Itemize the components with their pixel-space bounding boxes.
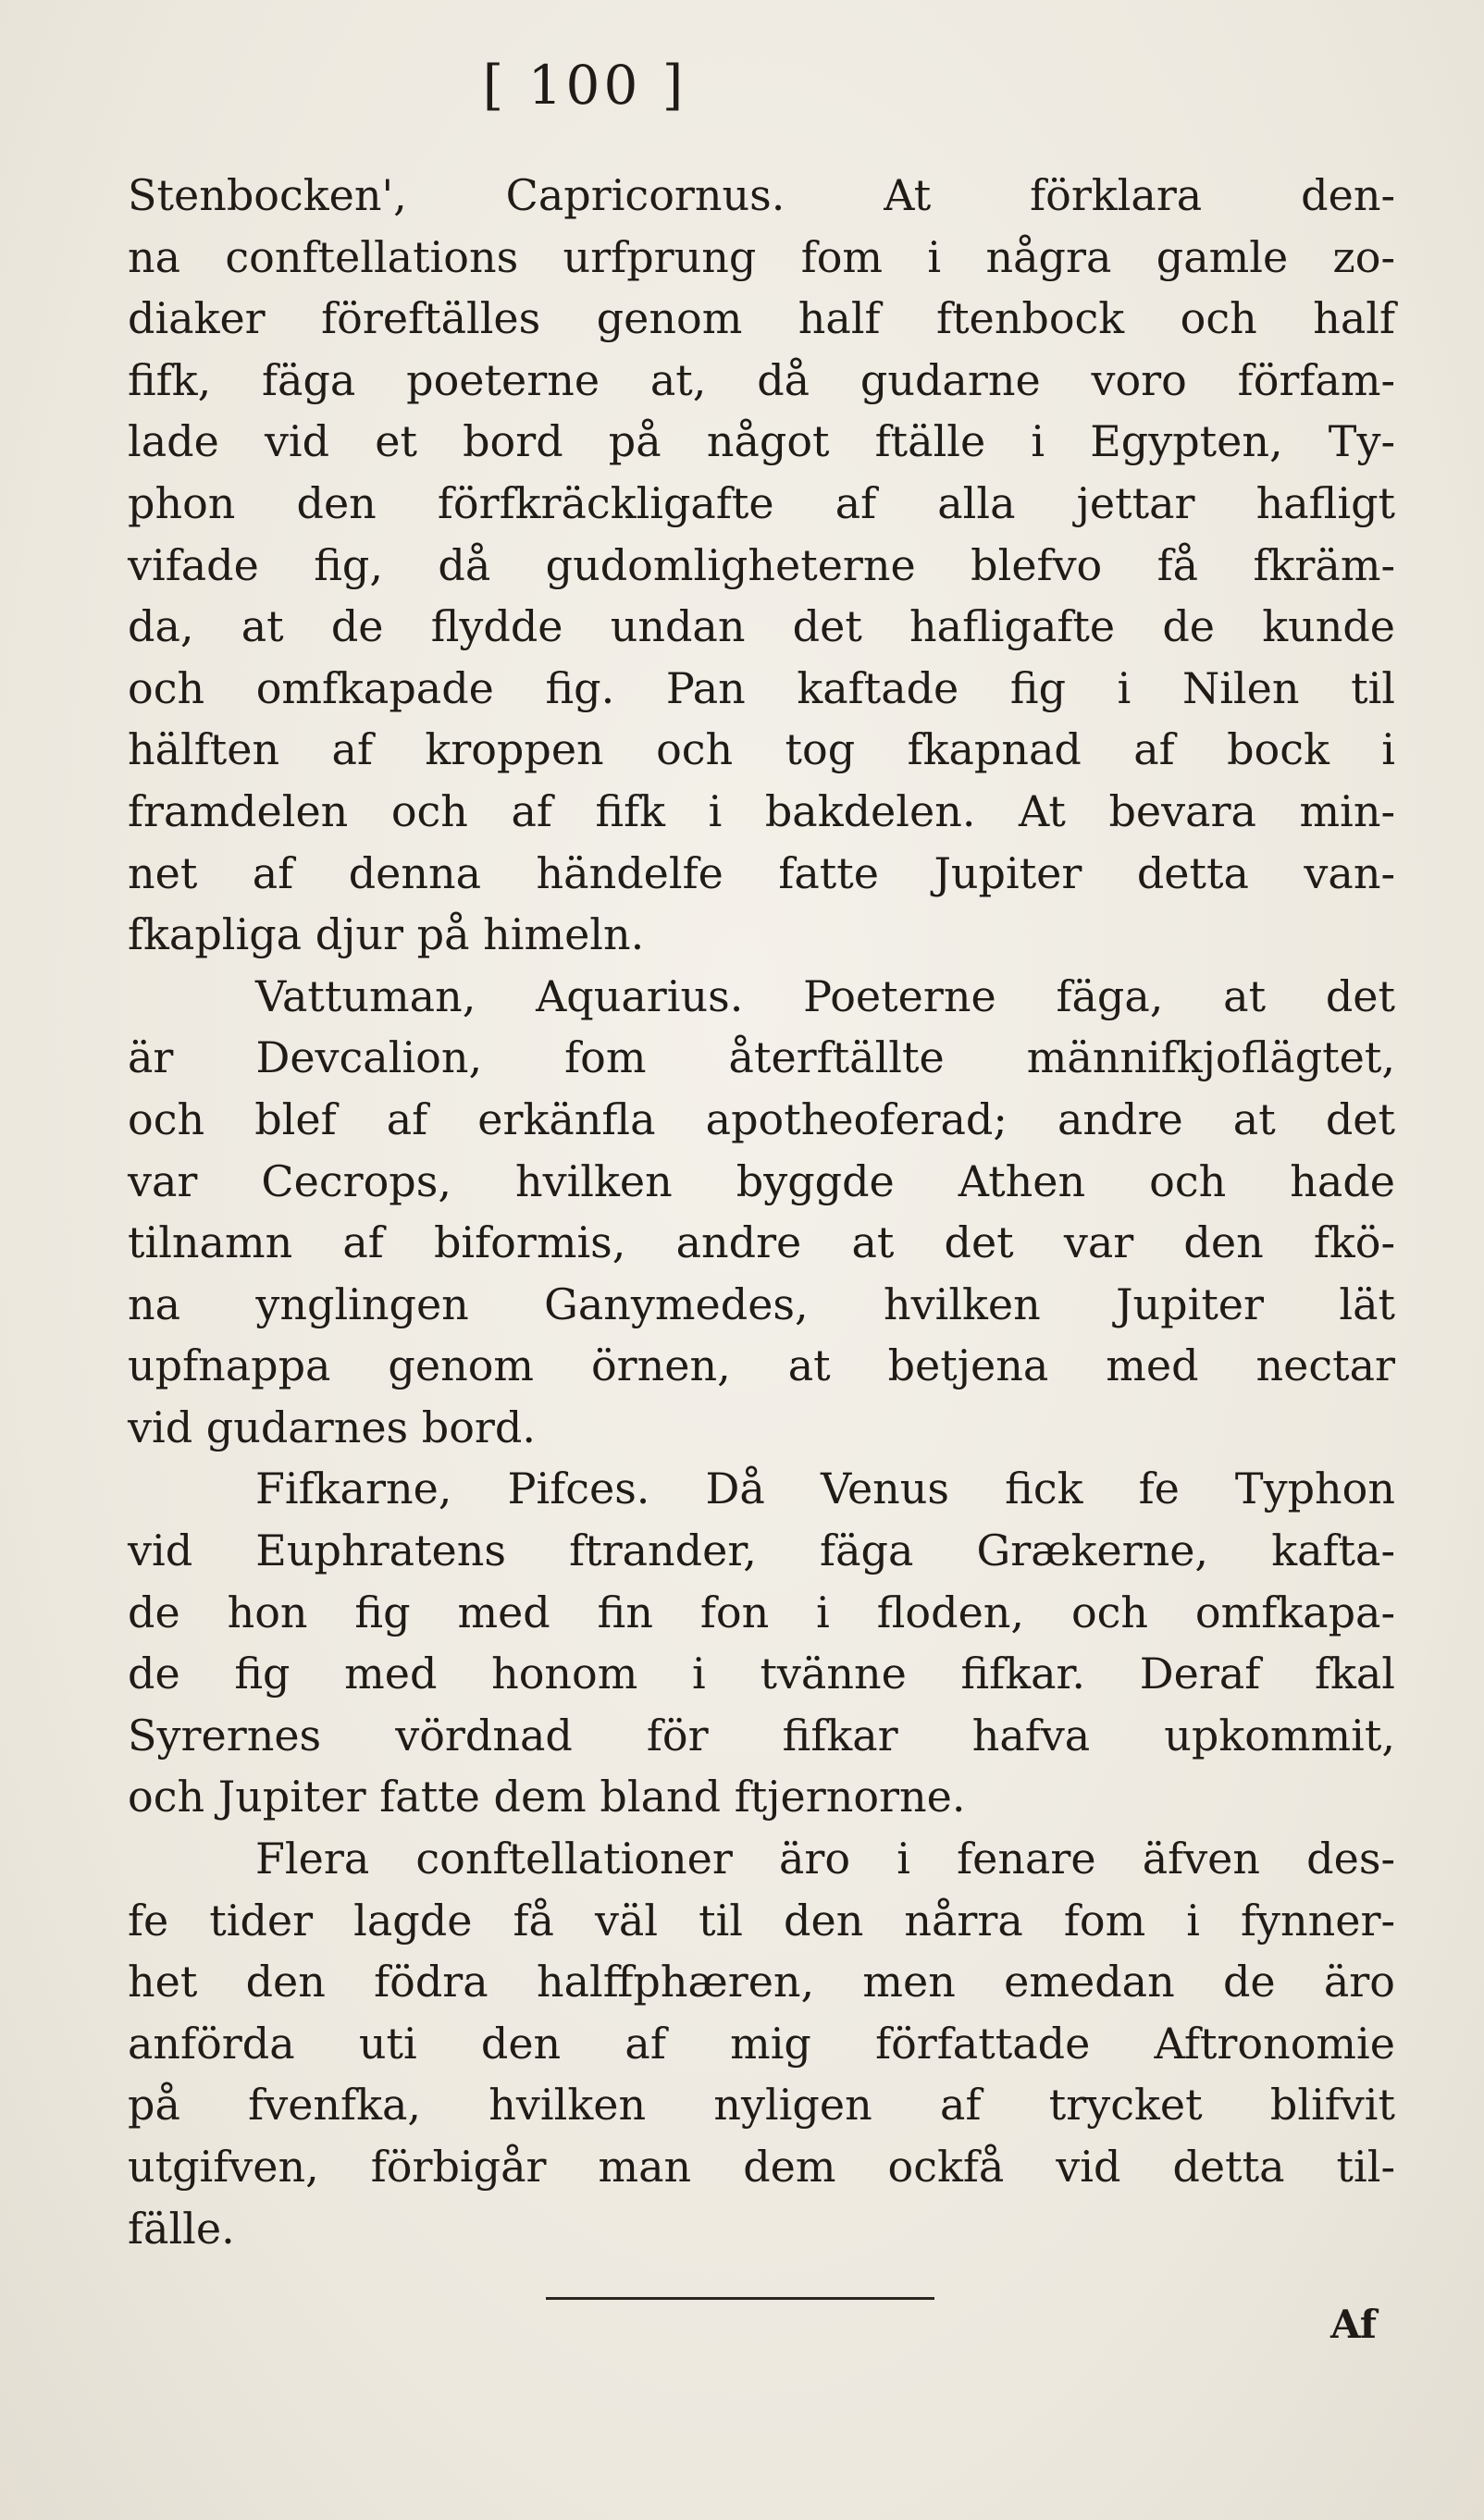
text-line: Flera conftellationer äro i fenare äfven des-: [255, 1834, 1395, 1884]
text-line: fälle.: [128, 2203, 235, 2254]
text-line: vid gudarnes bord.: [128, 1402, 536, 1452]
text-line: hälften af kroppen och tog fkapnad af bock i: [128, 724, 1395, 775]
text-line: fkapliga djur på himeln.: [128, 909, 645, 960]
text-line: phon den förfkräckligafte af alla jettar hafligt: [128, 477, 1395, 528]
text-line: vid Euphratens ftrander, fäga Grækerne, kafta-: [128, 1526, 1395, 1576]
text-line: är Devcalion, fom återftällte männifkjoflägtet,: [128, 1032, 1395, 1083]
text-line: Stenbocken', Capricornus. At förklara den-: [128, 170, 1395, 220]
text-line: da, at de flydde undan det hafligafte de kunde: [128, 601, 1395, 652]
text-line: fe tider lagde få väl til den nårra fom i fynner-: [128, 1895, 1395, 1946]
text-line: het den födra halffphæren, men emedan de äro: [128, 1957, 1395, 2007]
closing-rule: [546, 2297, 934, 2300]
text-line: Vattuman, Aquarius. Poeterne fäga, at det: [255, 970, 1395, 1021]
body-text: [128, 165, 1395, 2259]
catchword: Af: [1330, 2302, 1377, 2347]
text-line: diaker föreftälles genom half ftenbock och half: [128, 293, 1395, 344]
text-line: Fifkarne, Pifces. Då Venus fick fe Typhon: [255, 1464, 1395, 1514]
text-line: Syrernes vördnad för fifkar hafva upkommit,: [128, 1710, 1395, 1760]
text-line: lade vid et bord på något ftälle i Egypten, Ty-: [128, 416, 1395, 467]
text-line: tilnamn af biformis, andre at det var den fkö-: [128, 1217, 1395, 1268]
text-line: anförda uti den af mig författade Aftronomie: [128, 2018, 1395, 2069]
text-line: utgifven, förbigår man dem ockfå vid detta til-: [128, 2142, 1395, 2192]
text-line: vifade fig, då gudomligheterne blefvo få fkräm-: [128, 539, 1395, 590]
page-number-header: [ 100 ]: [482, 54, 687, 117]
text-line: och omfkapade fig. Pan kaftade fig i Nilen til: [128, 662, 1395, 713]
text-line: de fig med honom i tvänne fifkar. Deraf fkal: [128, 1649, 1395, 1699]
text-line: de hon fig med fin fon i floden, och omfkapa-: [128, 1587, 1395, 1637]
text-line: på fvenfka, hvilken nyligen af trycket blifvit: [128, 2080, 1395, 2131]
text-line: och blef af erkänfla apotheoferad; andre at det: [128, 1093, 1395, 1144]
text-line: fifk, fäga poeterne at, då gudarne voro förfam-: [128, 354, 1395, 405]
text-line: framdelen och af fifk i bakdelen. At bevara min-: [128, 785, 1395, 836]
text-line: och Jupiter fatte dem bland ftjernorne.: [128, 1772, 966, 1822]
text-line: na ynglingen Ganymedes, hvilken Jupiter lät: [128, 1279, 1395, 1329]
text-line: upfnappa genom örnen, at betjena med nectar: [128, 1340, 1395, 1391]
text-line: net af denna händelfe fatte Jupiter detta van-: [128, 847, 1395, 898]
text-line: var Cecrops, hvilken byggde Athen och hade: [128, 1155, 1395, 1206]
text-line: na conftellations urfprung fom i några gamle zo-: [128, 231, 1395, 282]
